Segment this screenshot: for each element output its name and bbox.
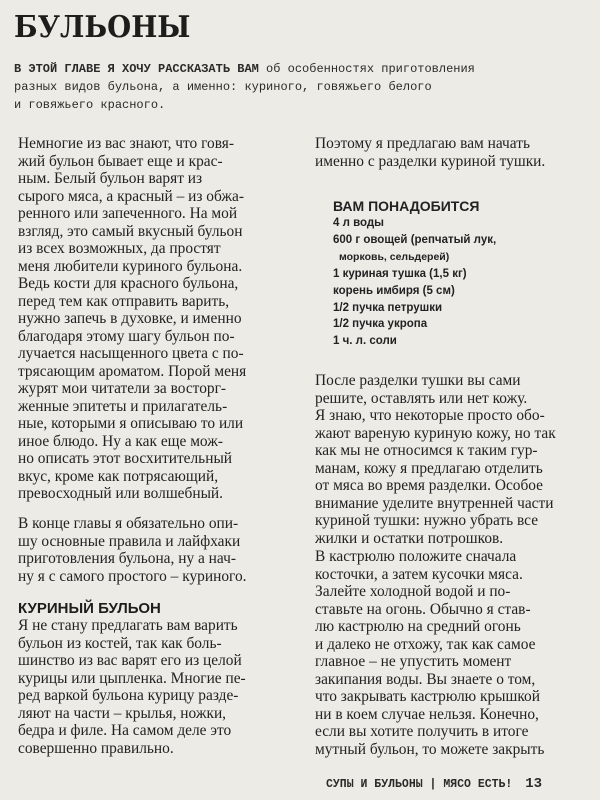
section-heading: КУРИНЫЙ БУЛЬОН [18,600,161,617]
text-line: приготовления бульона, ну а нач- [18,550,236,567]
left-paragraph-2 [18,515,298,585]
text-line: Я знаю, что некоторые просто обо- [315,407,545,424]
text-line: журят мои читатели за восторг- [18,380,227,397]
text-line: что закрывать кастрюлю крышкой [315,688,540,705]
running-footer: СУПЫ И БУЛЬОНЫ | МЯСО ЕСТЬ! [326,778,513,791]
text-line: женные эпитеты и прилагатель- [18,397,228,415]
right-paragraph-3 [315,548,600,758]
left-paragraph-1 [18,135,298,503]
text-line: взгляд, это самый вкусный бульон [18,222,243,240]
page-number: 13 [525,776,543,792]
text-line: ным. Белый бульон варят из [18,170,203,187]
intro-text: об особенностях приготовления [258,62,475,76]
text-line: Немногие из вас знают, что говя- [18,135,234,152]
text-line: мутный бульон, то можете закрыть [315,740,545,758]
text-line: куриной тушки: нужно убрать все [315,512,539,529]
ingredient-item: 600 г овощей (репчатый лук, [333,233,497,246]
text-line: косточки, а затем кусочки мяса. [315,565,523,583]
text-line: жий бульон бывает еще и крас- [18,152,223,170]
intro-text: разных видов бульона, а именно: куриного, говяжьего белого [14,80,432,94]
text-line: бедра и филе. На самом деле это [18,722,232,739]
ingredient-item: корень имбиря (5 см) [333,284,455,297]
text-line: В конце главы я обязательно опи- [18,515,239,532]
text-line: если вы хотите получить в итоге [315,723,529,740]
text-line: лю кастрюлю на средний огонь [315,618,521,635]
text-line: жают вареную куриную кожу, но так [315,424,556,442]
ingredient-item: 1 ч. л. соли [333,335,397,348]
text-line: Поэтому я предлагаю вам начать [315,135,530,152]
text-line: как мы не относимся к таким гур- [315,442,538,459]
text-line: но описать этот восхитительный [18,450,233,467]
ingredient-item: 4 л воды [333,217,385,229]
page-footer [326,776,542,792]
text-line: ред варкой бульона курицу разде- [18,687,239,704]
text-line: именно с разделки куриной тушки. [315,152,546,170]
text-line: внимание уделите внутренней части [315,494,554,512]
text-line: превосходный или волшебный. [18,485,223,502]
text-line: лучается насыщенного цвета с по- [18,345,244,362]
text-line: совершенно правильно. [18,739,174,757]
page-title: БУЛЬОНЫ [14,10,191,45]
text-line: шу основные правила и лайфхаки [18,532,241,550]
text-line: иное блюдо. Ну а как еще мож- [18,432,224,450]
text-line: манам, кожу я предлагаю отделить [315,459,543,477]
text-line: ну я с самого простого – куриного. [18,567,247,585]
text-line: трясающим ароматом. Порой меня [18,362,247,380]
text-line: ни в коем случае нельзя. Конечно, [315,705,539,723]
text-line: решите, оставлять или нет кожу. [315,389,528,407]
ingredient-item: 1/2 пучка петрушки [333,301,443,314]
right-paragraph-2 [315,372,600,547]
left-paragraph-3 [18,617,298,757]
text-line: перед тем как отправить варить, [18,292,230,310]
ingredient-item: 1/2 пучка укропа [333,318,428,331]
ingredient-item: 1 куриная тушка (1,5 кг) [333,267,467,280]
text-line: нужно запечь в духовке, и именно [18,310,242,327]
ingredients-list [333,197,496,350]
text-line: из всех возможных, да простят [18,240,221,257]
intro-lead: В ЭТОЙ ГЛАВЕ Я ХОЧУ РАССКАЗАТЬ ВАМ [14,62,259,76]
text-line: от мяса во время разделки. Особое [315,477,544,494]
text-line: жилки и остатки потрошков. [315,529,504,547]
text-line: ляют на части – крылья, ножки, [18,704,227,722]
text-line: Залейте холодной водой и по- [315,583,511,600]
text-line: вкус, кроме как потрясающий, [18,467,219,485]
text-line: ренного или запеченного. На мой [18,205,238,222]
text-line: В кастрюлю положите сначала [315,548,517,565]
text-line: бульон из костей, так как боль- [18,634,222,652]
ingredient-item: морковь, сельдерей) [339,250,450,263]
text-line: благодаря этому шагу бульон по- [18,327,235,345]
text-line: меня любители куриного бульона. [18,257,243,275]
text-line: сырого мяса, а красный – из обжа- [18,187,245,205]
text-line: ные, которыми я описываю то или [18,415,244,432]
text-line: главное – не упустить момент [315,653,512,670]
text-line: Ведь кости для красного бульона, [18,275,239,292]
right-paragraph-1 [315,135,600,170]
text-line: шинство из вас варят его из целой [18,652,242,669]
text-line: Я не стану предлагать вам варить [18,617,238,634]
intro-text: и говяжьего красного. [14,98,166,112]
text-line: После разделки тушки вы сами [315,372,521,389]
text-line: ставьте на огонь. Обычно я став- [315,600,531,618]
chapter-intro [14,60,475,114]
text-line: и далеко не отхожу, так как самое [315,635,536,653]
text-line: закипания воды. Вы знаете о том, [315,670,536,688]
text-line: курицы или цыпленка. Многие пе- [18,669,246,687]
ingredients-heading: ВАМ ПОНАДОБИТСЯ [333,198,480,214]
